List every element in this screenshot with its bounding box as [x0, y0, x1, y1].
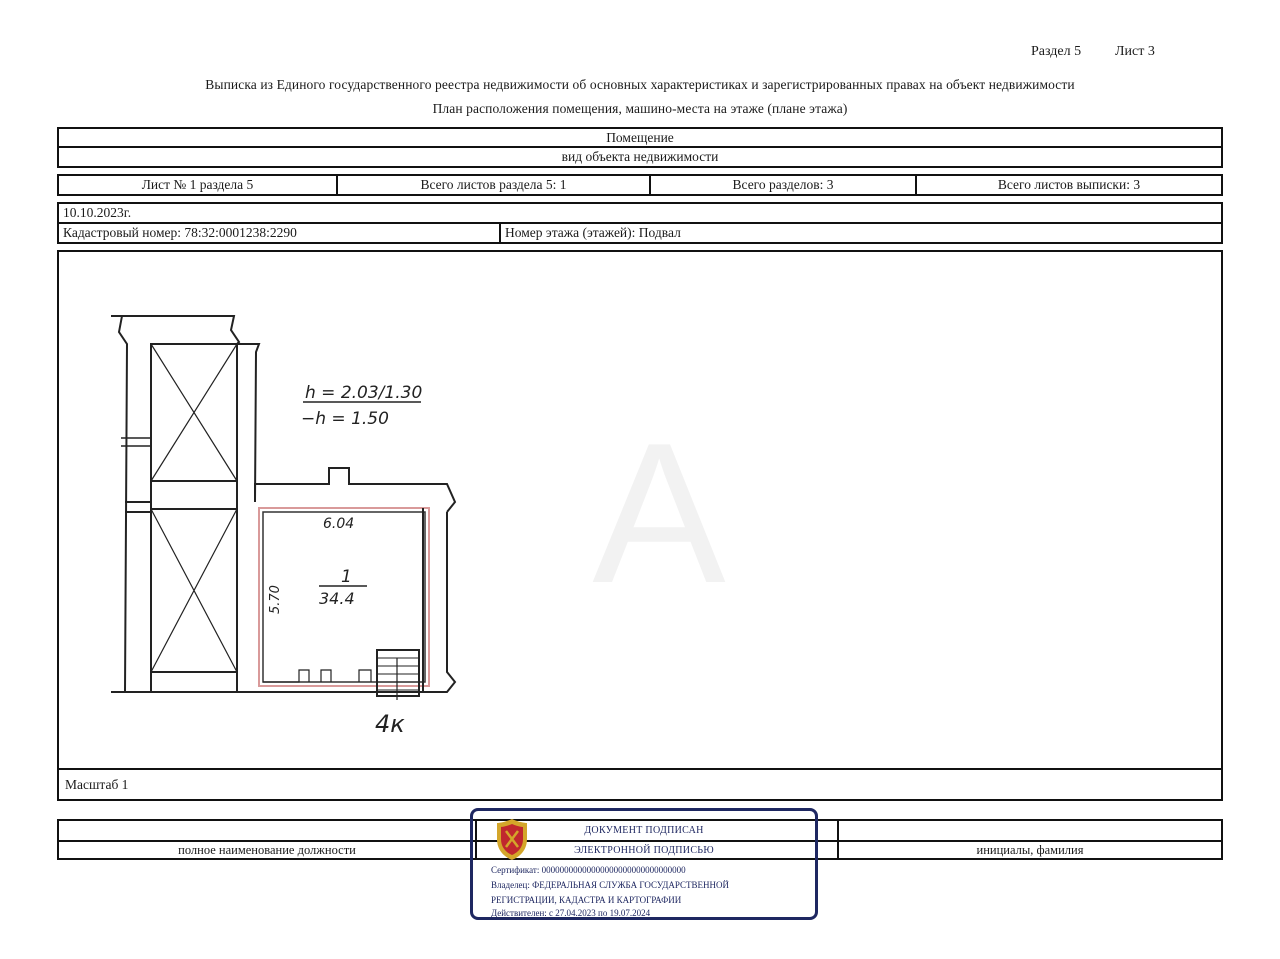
- height-label-2: −h = 1.50: [301, 409, 389, 429]
- stamp-title-2: ЭЛЕКТРОННОЙ ПОДПИСЬЮ: [574, 845, 714, 856]
- document-title: Выписка из Единого государственного реестра недвижимости об основных характеристиках и зарегистрированных правах на объект недвижимости: [205, 77, 1075, 92]
- floor-plan-drawing: [59, 252, 1221, 799]
- document-subtitle: План расположения помещения, машино-места на этаже (плане этажа): [432, 101, 848, 116]
- room-area: 34.4: [319, 589, 355, 608]
- stamp-owner-2: РЕГИСТРАЦИИ, КАДАСТРА И КАРТОГРАФИИ: [491, 895, 682, 905]
- watermark-shape: A: [592, 402, 726, 625]
- stair-label: 4к: [375, 710, 405, 738]
- electronic-signature-stamp: [470, 808, 818, 920]
- room-length-side: 5.70: [268, 585, 283, 614]
- cadastral-number: Кадастровый номер: 78:32:0001238:2290: [63, 225, 297, 240]
- sheet-number: Лист № 1 раздела 5: [141, 177, 254, 192]
- stamp-title-1: ДОКУМЕНТ ПОДПИСАН: [584, 825, 704, 836]
- plan-walls: [111, 316, 455, 700]
- room-number: 1: [341, 567, 352, 587]
- stamp-validity: Действителен: с 27.04.2023 по 19.07.2024: [491, 908, 651, 918]
- object-kind-caption: вид объекта недвижимости: [561, 149, 719, 164]
- total-sheets-section: Всего листов раздела 5: 1: [336, 176, 649, 194]
- info-table: [57, 202, 1223, 244]
- height-label-1: h = 2.03/1.30: [305, 383, 423, 403]
- scale-label: Масштаб 1: [65, 776, 129, 792]
- total-sections: Всего разделов: 3: [649, 176, 915, 194]
- sheet-label: Лист 3: [1115, 44, 1155, 59]
- extract-date: 10.10.2023г.: [59, 204, 1221, 224]
- object-name: Помещение: [59, 129, 1221, 148]
- object-table: [57, 127, 1223, 168]
- scale-row: [59, 768, 1221, 799]
- position-caption: полное наименование должности: [178, 842, 356, 857]
- floor-plan-frame: [57, 250, 1223, 801]
- sheets-row: [57, 174, 1223, 196]
- stamp-certificate: Сертификат: 00000000000000000000000000000000: [491, 865, 686, 875]
- total-sheets-extract: Всего листов выписки: 3: [915, 176, 1221, 194]
- room-length-top: 6.04: [323, 516, 355, 532]
- stamp-owner-1: Владелец: ФЕДЕРАЛЬНАЯ СЛУЖБА ГОСУДАРСТВЕННОЙ: [491, 880, 730, 890]
- section-label: Раздел 5: [1031, 44, 1082, 59]
- floor-number: Номер этажа (этажей): Подвал: [499, 224, 1221, 242]
- name-caption: инициалы, фамилия: [976, 842, 1084, 857]
